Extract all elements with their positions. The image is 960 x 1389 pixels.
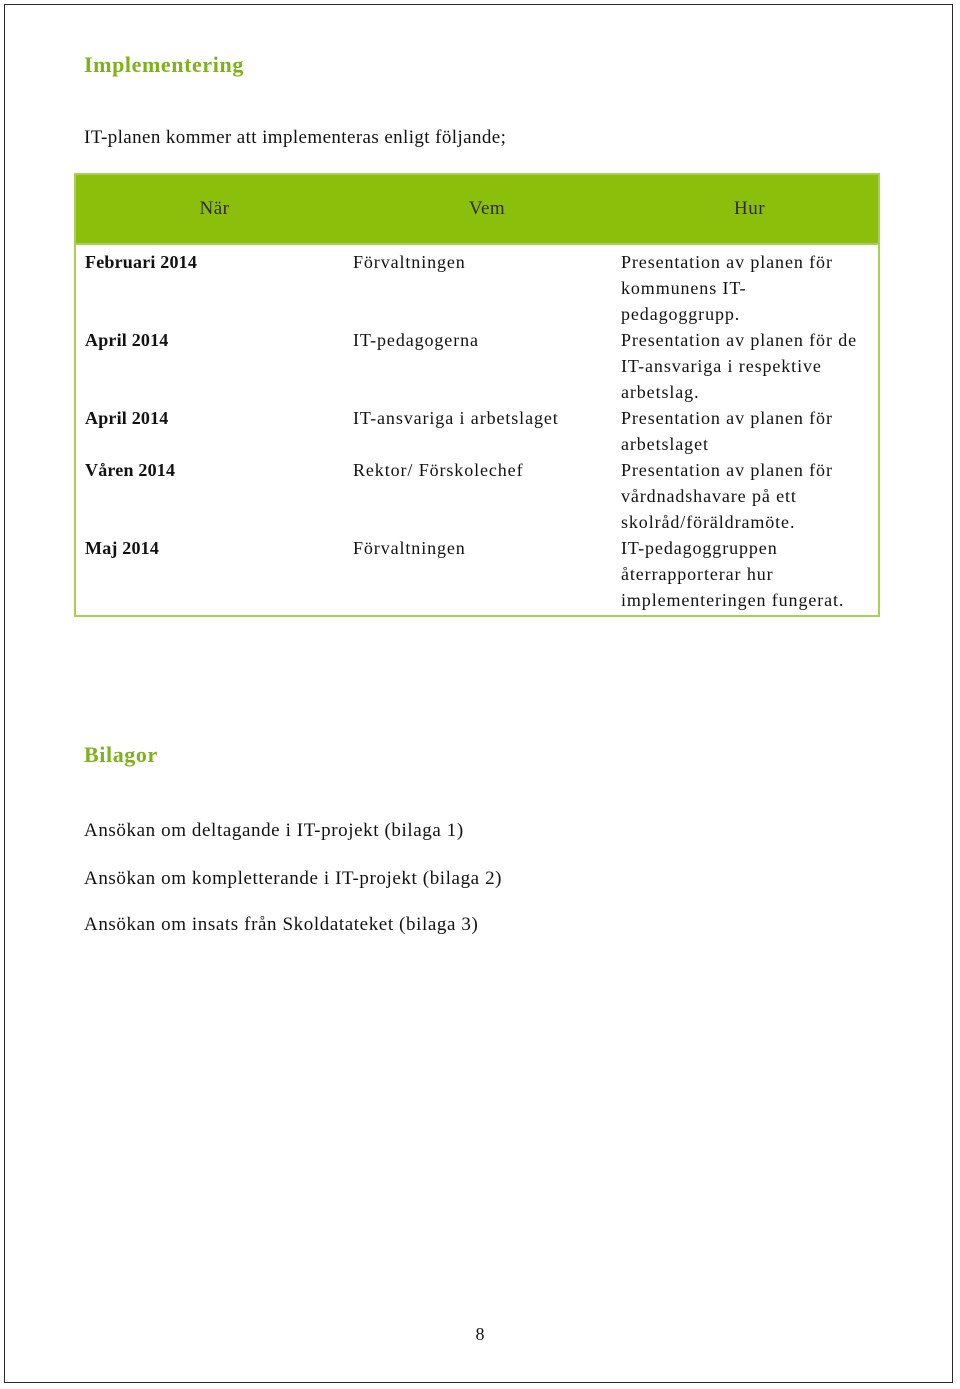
intro-text: IT-planen kommer att implementeras enligt följande; — [84, 127, 507, 148]
column-header-who: Vem — [353, 174, 621, 244]
cell-when: Våren 2014 — [85, 460, 176, 480]
cell-how: Presentation av planen för de IT-ansvariga i respektive arbetslag. — [621, 330, 858, 402]
cell-when: April 2014 — [85, 330, 169, 350]
cell-when: Maj 2014 — [85, 538, 160, 558]
section-heading-attachments: Bilagor — [84, 742, 158, 767]
section-heading-implementation: Implementering — [84, 52, 244, 77]
cell-who: Förvaltningen — [353, 252, 466, 272]
table-row — [75, 457, 879, 535]
attachment-item: Ansökan om insats från Skoldatateket (bilaga 3) — [84, 914, 479, 935]
cell-when: Februari 2014 — [85, 252, 198, 272]
page-number: 8 — [475, 1324, 485, 1344]
table-row — [75, 244, 879, 327]
table-row — [75, 327, 879, 405]
attachment-item: Ansökan om deltagande i IT-projekt (bilaga 1) — [84, 820, 464, 841]
column-header-how: Hur — [621, 174, 879, 244]
cell-how: IT-pedagoggruppen återrapporterar hur implementeringen fungerat. — [621, 538, 845, 610]
cell-when: April 2014 — [85, 408, 169, 428]
table-header-row — [75, 174, 879, 244]
attachment-item: Ansökan om kompletterande i IT-projekt (bilaga 2) — [84, 868, 503, 889]
column-header-when: När — [75, 174, 353, 244]
cell-who: IT-pedagogerna — [353, 330, 479, 350]
implementation-table — [74, 173, 880, 617]
cell-who: Förvaltningen — [353, 538, 466, 558]
table-row — [75, 405, 879, 457]
cell-how: Presentation av planen för vårdnadshavare på ett skolråd/föräldramöte. — [621, 460, 833, 532]
table-row — [75, 535, 879, 616]
cell-how: Presentation av planen för arbetslaget — [621, 408, 833, 454]
cell-how: Presentation av planen för kommunens IT-pedagoggrupp. — [621, 252, 833, 324]
cell-who: IT-ansvariga i arbetslaget — [353, 408, 559, 428]
cell-who: Rektor/ Förskolechef — [353, 460, 524, 480]
